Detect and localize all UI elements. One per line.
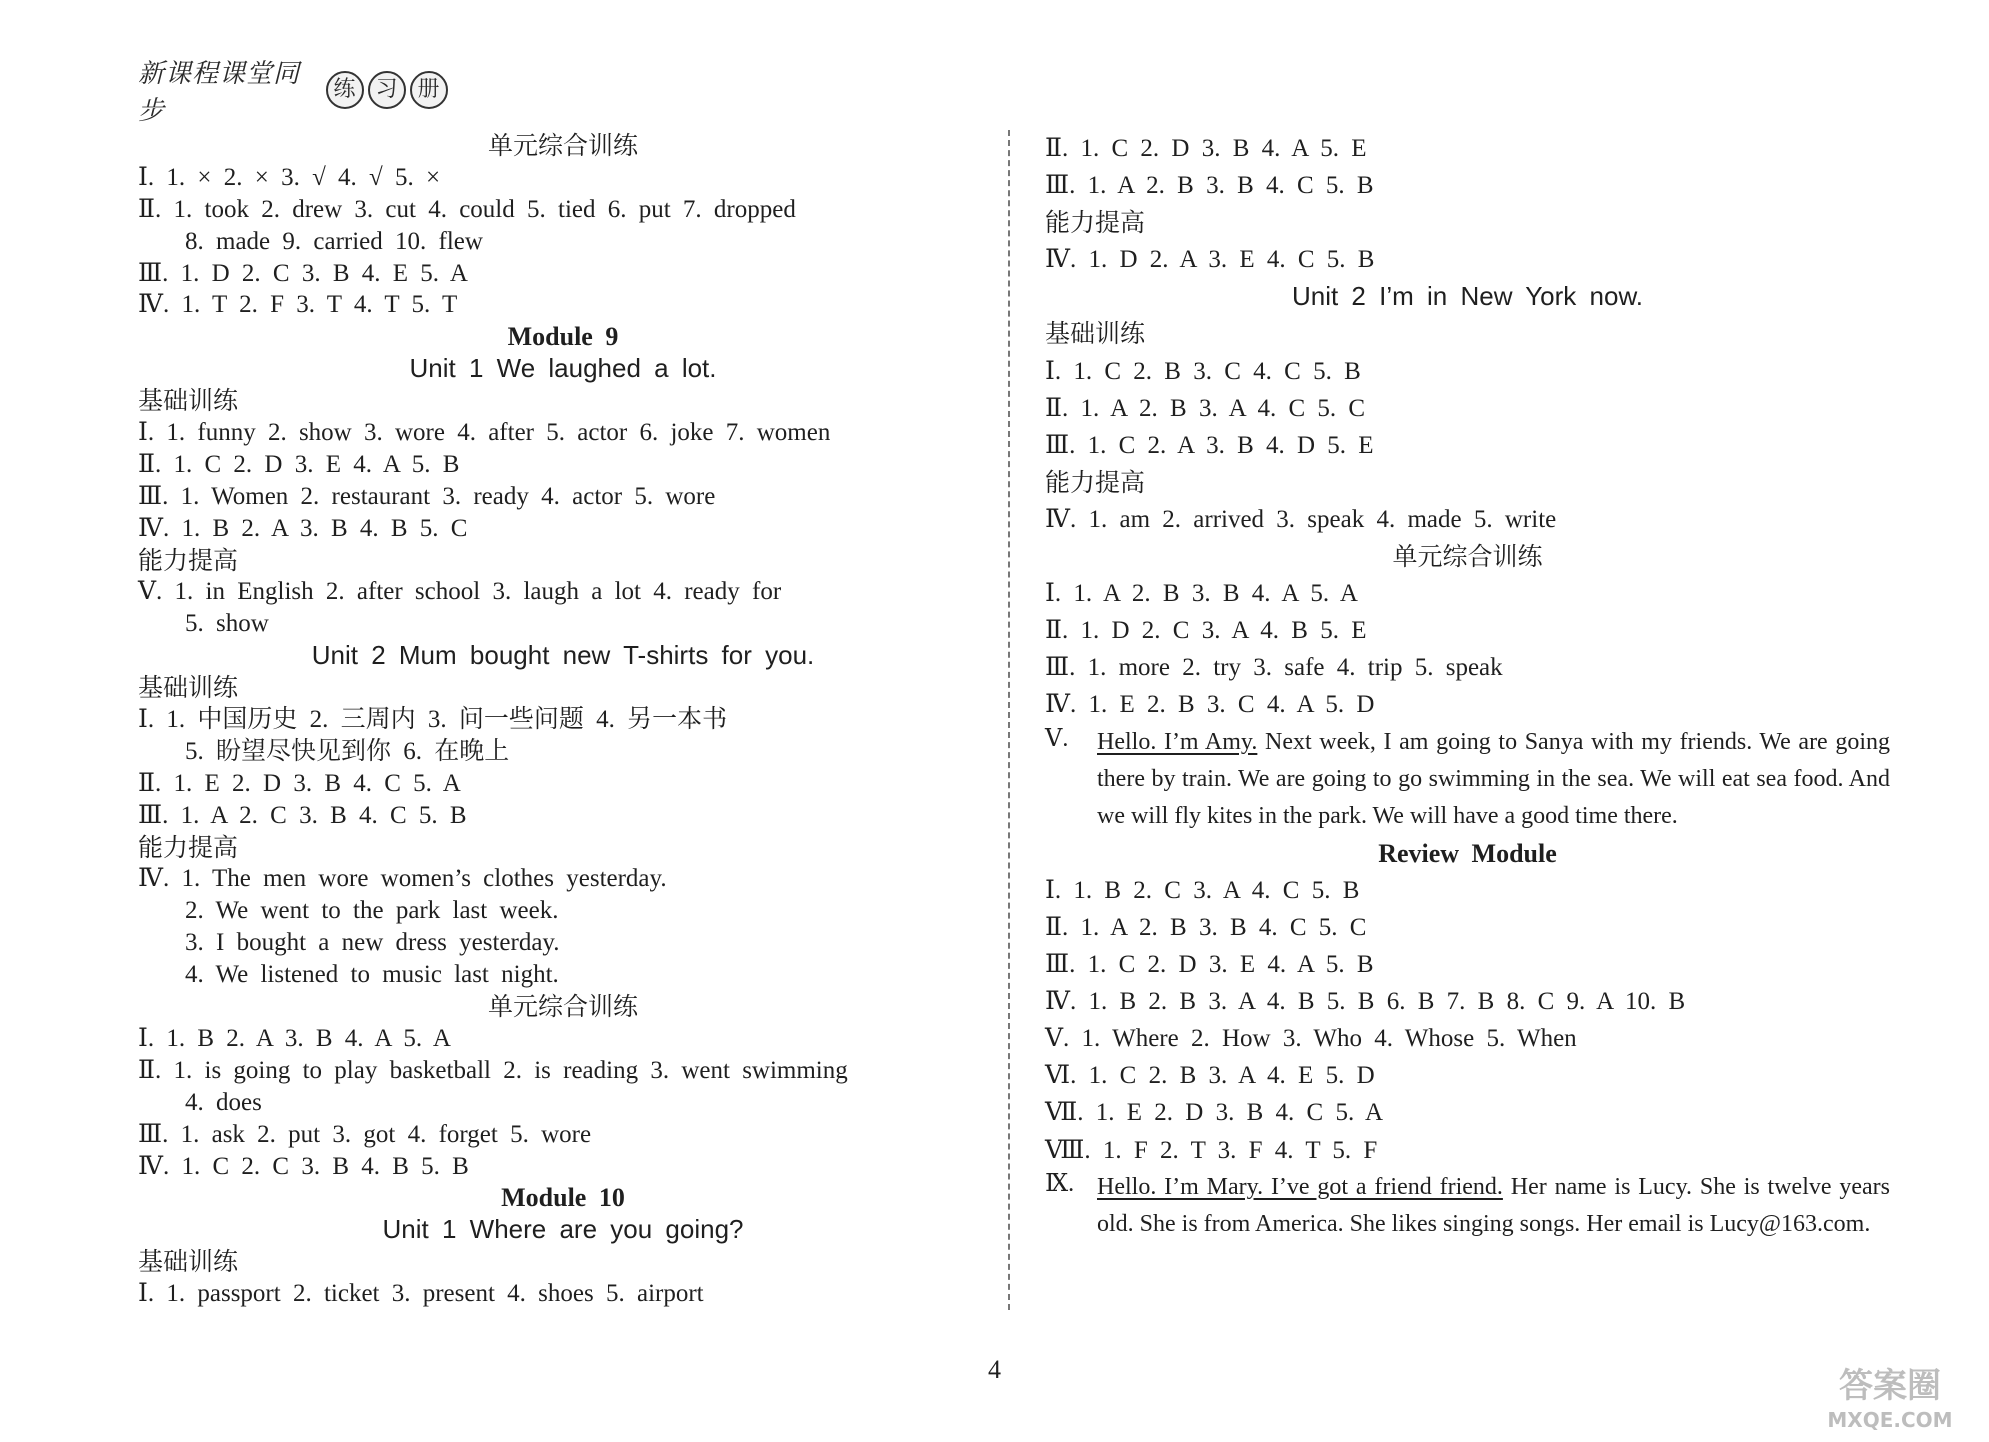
column-divider [1008,130,1010,1310]
unit-title: Unit 2 I’m in New York now. [1291,281,1644,312]
answer-line: 3. I bought a new dress yesterday. [185,929,560,957]
watermark-text: 答案圈 [1839,1366,1941,1406]
answer-line: Ⅲ. 1. more 2. try 3. safe 4. trip 5. speak [1045,654,1503,682]
answer-line: 8. made 9. carried 10. flew [185,227,483,255]
answer-line: 2. We went to the park last week. [185,897,559,925]
writing-answer-ix [1045,1169,1890,1243]
answer-line: Ⅳ. 1. B 2. B 3. A 4. B 5. B 6. B 7. B 8. C 9. A 10. B [1045,988,1686,1016]
answer-line: Ⅰ. 1. × 2. × 3. √ 4. √ 5. × [138,163,441,191]
book-char-2: 习 [368,71,406,109]
section-heading: 基础训练 [1045,319,1146,349]
section-heading: 单元综合训练 [487,131,638,160]
exercise-number: Ⅸ. [1045,1170,1075,1197]
module-title: Review Module [1378,838,1557,868]
answer-line: Ⅲ. 1. C 2. A 3. B 4. D 5. E [1045,431,1374,459]
page-number: 4 [988,1355,1001,1384]
answer-line: Ⅳ. 1. T 2. F 3. T 4. T 5. T [138,291,458,319]
answer-line: Ⅳ. 1. E 2. B 3. C 4. A 5. D [1045,691,1375,719]
answer-line: Ⅱ. 1. A 2. B 3. B 4. C 5. C [1045,913,1367,941]
watermark-sub: MXQE.COM [1827,1408,1953,1432]
left-column [138,130,988,1310]
answer-line: Ⅰ. 1. funny 2. show 3. wore 4. after 5. actor 6. joke 7. women [138,419,831,447]
answer-line: Ⅱ. 1. D 2. C 3. A 4. B 5. E [1045,617,1367,645]
answer-line: Ⅳ. 1. The men wore women’s clothes yesterday. [138,865,667,893]
answer-line: Ⅲ. 1. A 2. C 3. B 4. C 5. B [138,801,467,829]
answer-line: Ⅲ. 1. A 2. B 3. B 4. C 5. B [1045,172,1374,200]
unit-title: Unit 1 We laughed a lot. [409,353,717,384]
answer-line: 4. does [185,1088,262,1116]
answer-line: Ⅳ. 1. B 2. A 3. B 4. B 5. C [138,514,468,542]
watermark-logo [1800,1355,1980,1435]
section-heading: 单元综合训练 [487,992,638,1022]
answer-line: Ⅱ. 1. A 2. B 3. A 4. C 5. C [1045,394,1366,422]
answer-line: Ⅰ. 1. B 2. A 3. B 4. A 5. A [138,1024,451,1052]
section-heading: 能力提高 [138,545,239,575]
book-char-3: 册 [410,71,448,109]
watermark-graphic [1800,1355,1980,1435]
book-char-1: 练 [326,71,364,109]
right-column [1045,130,1890,1243]
answer-line: Ⅳ. 1. D 2. A 3. E 4. C 5. B [1045,246,1375,274]
answer-line: Ⅳ. 1. am 2. arrived 3. speak 4. made 5. write [1045,505,1557,533]
answer-line: Ⅰ. 1. 中国历史 2. 三周内 3. 问一些问题 4. 另一本书 [138,706,728,734]
series-title: 新课程课堂同步 [138,59,301,126]
module-title: Module 9 [507,322,619,352]
section-heading: 能力提高 [138,832,239,862]
right-top-answers [1045,130,1890,724]
answer-line: Ⅳ. 1. C 2. C 3. B 4. B 5. B [138,1152,469,1180]
writing-answer-v [1045,724,1890,835]
section-heading: 单元综合训练 [1392,542,1543,572]
underlined-opening: Hello. I’m Mary. I’ve got a friend friend. [1097,1173,1503,1200]
answer-line: Ⅰ. 1. C 2. B 3. C 4. C 5. B [1045,357,1361,385]
section-heading: 基础训练 [138,386,239,416]
book-type-badge [326,71,448,109]
paragraph-rest: Next week, I am going to Sanya with my friends. We are going there by train. We are going to go swimming in the sea. We will eat sea food. And we will fly kites in the park. We will have a good time there. [1097,728,1891,829]
answer-line: Ⅶ. 1. E 2. D 3. B 4. C 5. A [1045,1099,1384,1127]
answer-line: Ⅰ. 1. A 2. B 3. B 4. A 5. A [1045,580,1358,608]
answer-line: Ⅰ. 1. B 2. C 3. A 4. C 5. B [1045,876,1360,904]
section-heading: 基础训练 [138,673,239,703]
series-logo [138,59,448,126]
answer-line: 5. 盼望尽快见到你 6. 在晚上 [185,737,510,765]
module-title: Module 10 [501,1183,625,1213]
answer-line: Ⅰ. 1. passport 2. ticket 3. present 4. shoes 5. airport [138,1280,704,1308]
section-heading: 能力提高 [1045,208,1146,238]
answer-line: Ⅱ. 1. took 2. drew 3. cut 4. could 5. tied 6. put 7. dropped [138,195,796,223]
answer-line: Ⅴ. 1. in English 2. after school 3. laugh a lot 4. ready for [138,578,782,606]
exercise-number: Ⅴ. [1045,725,1069,752]
paragraph-text [1097,724,1890,835]
answer-line: Ⅱ. 1. C 2. D 3. B 4. A 5. E [1045,135,1367,162]
answer-line: Ⅱ. 1. C 2. D 3. E 4. A 5. B [138,450,460,478]
review-module-answers [1045,835,1890,1169]
answer-line: 5. show [185,610,269,638]
answer-line: Ⅲ. 1. D 2. C 3. B 4. E 5. A [138,259,468,287]
answer-line: Ⅲ. 1. ask 2. put 3. got 4. forget 5. wore [138,1120,592,1148]
answer-line: Ⅲ. 1. C 2. D 3. E 4. A 5. B [1045,951,1374,979]
paragraph-text [1097,1169,1890,1243]
answer-line: Ⅵ. 1. C 2. B 3. A 4. E 5. D [1045,1062,1375,1090]
answer-line: 4. We listened to music last night. [185,961,559,989]
underlined-opening: Hello. I’m Amy. [1097,728,1258,755]
answer-line: Ⅷ. 1. F 2. T 3. F 4. T 5. F [1045,1136,1378,1164]
answer-line: Ⅱ. 1. is going to play basketball 2. is reading 3. went swimming [138,1056,848,1084]
answer-line: Ⅴ. 1. Where 2. How 3. Who 4. Whose 5. When [1045,1025,1577,1053]
unit-title: Unit 1 Where are you going? [382,1214,744,1245]
answer-line: Ⅱ. 1. E 2. D 3. B 4. C 5. A [138,769,461,797]
section-heading: 能力提高 [1045,467,1146,497]
unit-title: Unit 2 Mum bought new T-shirts for you. [311,640,815,671]
answer-line: Ⅲ. 1. Women 2. restaurant 3. ready 4. actor 5. wore [138,482,716,510]
paragraph-rest: Her name is Lucy. She is twelve years old. She is from America. She likes singing songs. Her email is Lucy@163.com. [1097,1173,1891,1237]
section-heading: 基础训练 [138,1247,239,1277]
